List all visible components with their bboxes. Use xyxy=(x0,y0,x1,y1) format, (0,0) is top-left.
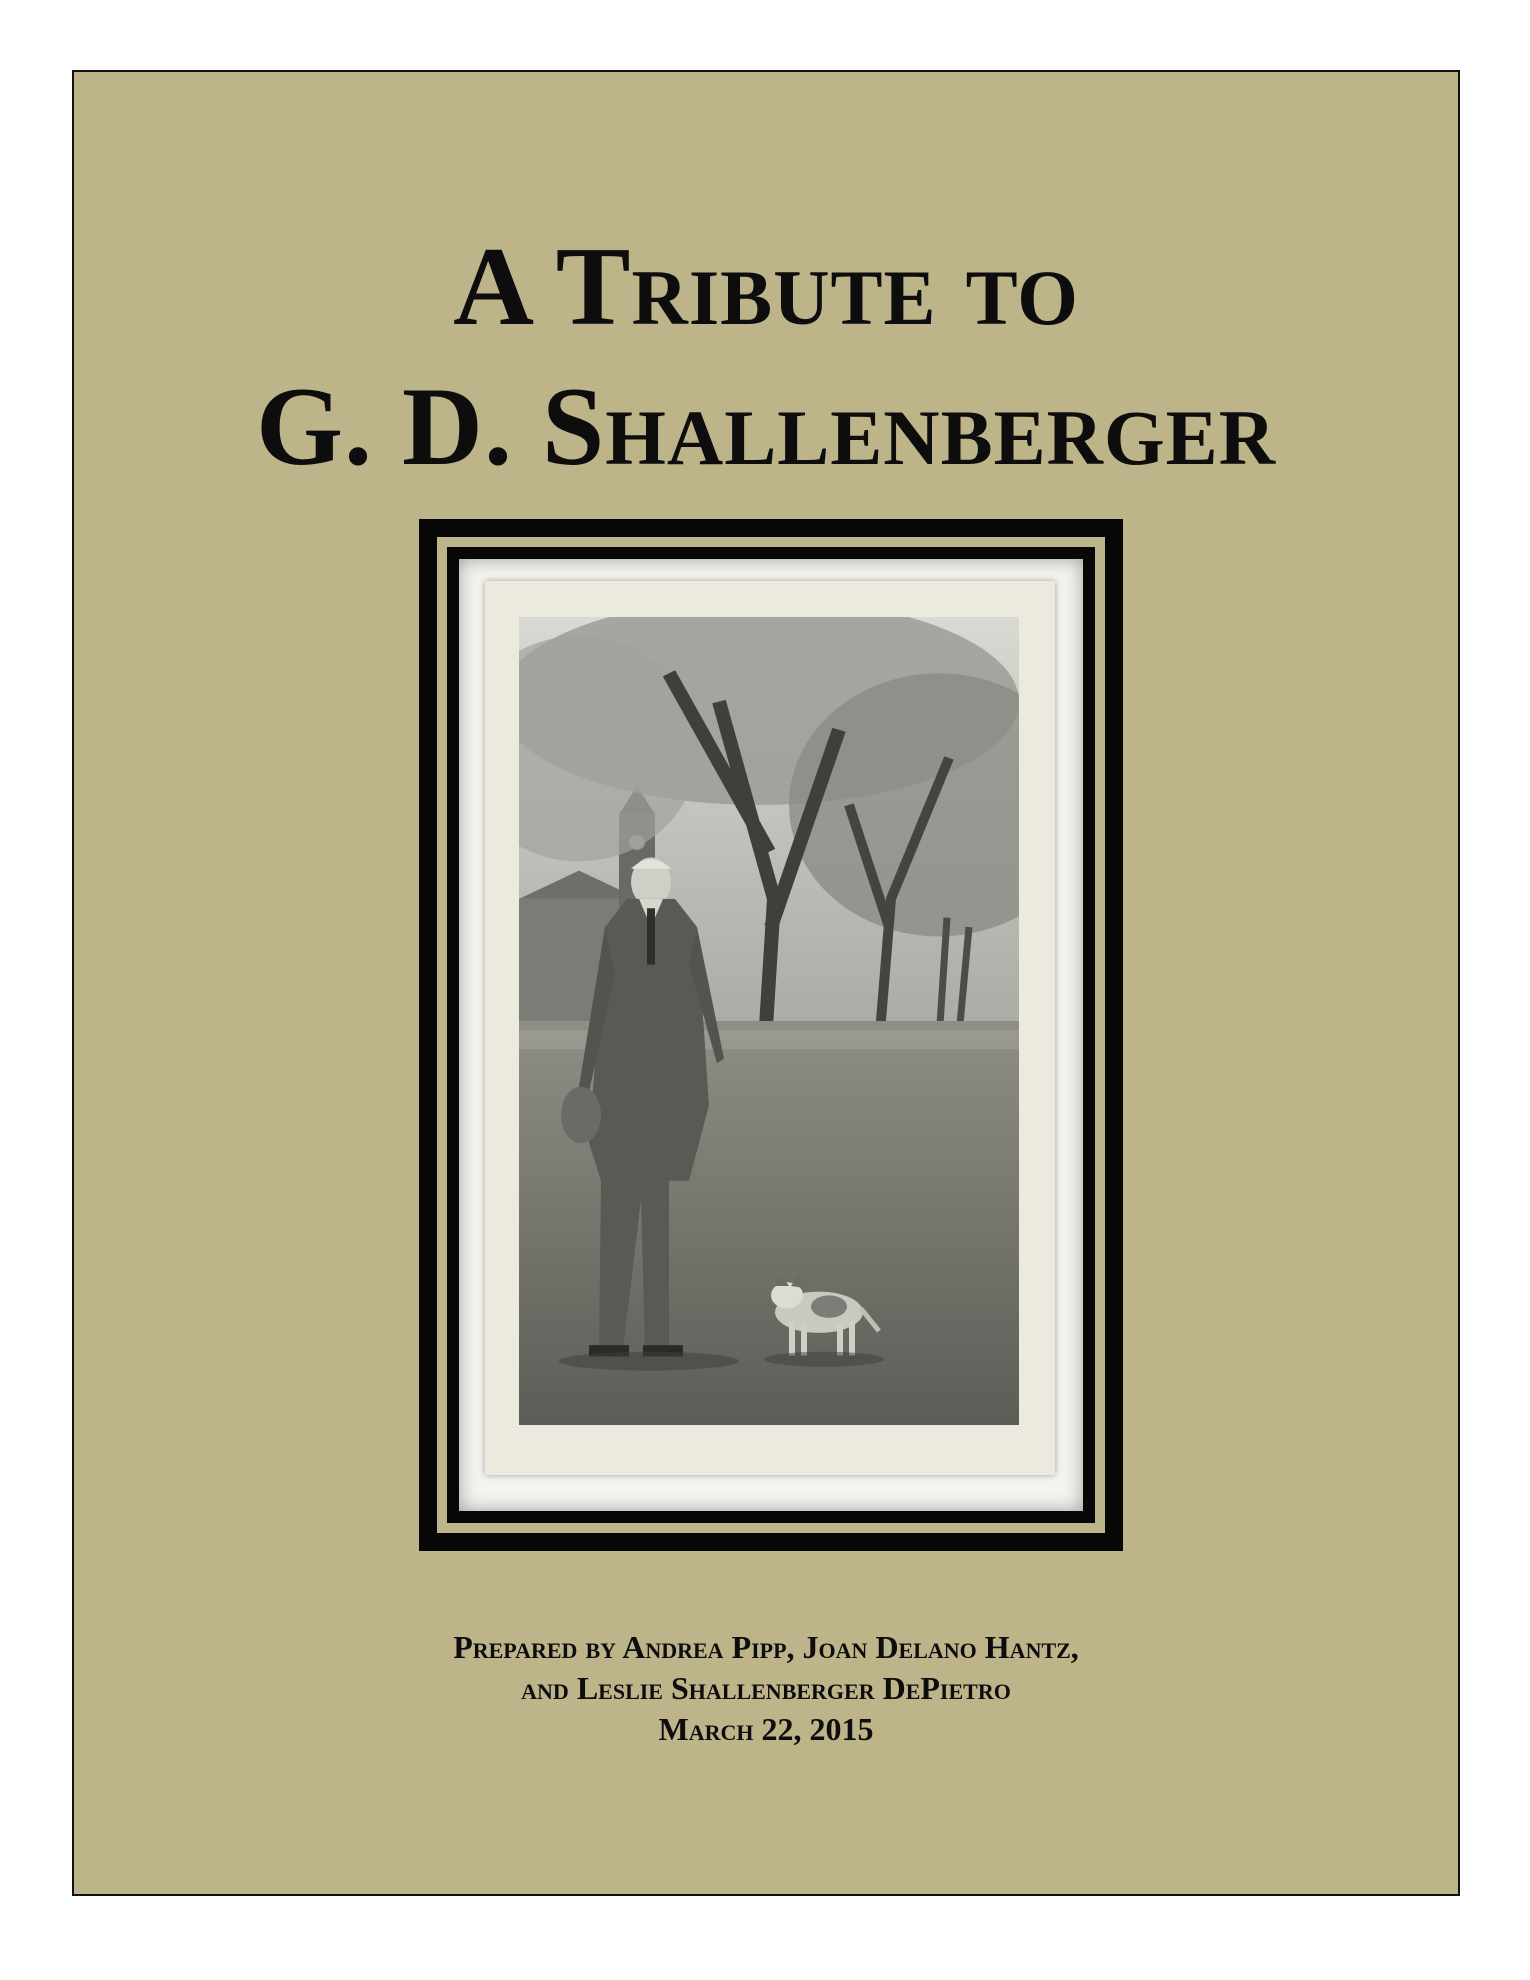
credit-line-1: Prepared by Andrea Pipp, Joan Delano Hantz, xyxy=(453,1629,1079,1665)
cover-page xyxy=(72,70,1460,1896)
title-line-2: G. D. Shallenberger xyxy=(255,365,1277,489)
photo-illustration xyxy=(519,617,1019,1425)
vintage-photograph-icon xyxy=(519,617,1019,1425)
credit-date: March 22, 2015 xyxy=(658,1711,874,1747)
photo-card xyxy=(485,581,1055,1475)
photo-mat xyxy=(459,559,1083,1511)
credit-line-2: and Leslie Shallenberger DePietro xyxy=(521,1670,1011,1706)
photo-frame xyxy=(419,519,1123,1551)
title-line-1: A Tribute to xyxy=(453,225,1079,349)
